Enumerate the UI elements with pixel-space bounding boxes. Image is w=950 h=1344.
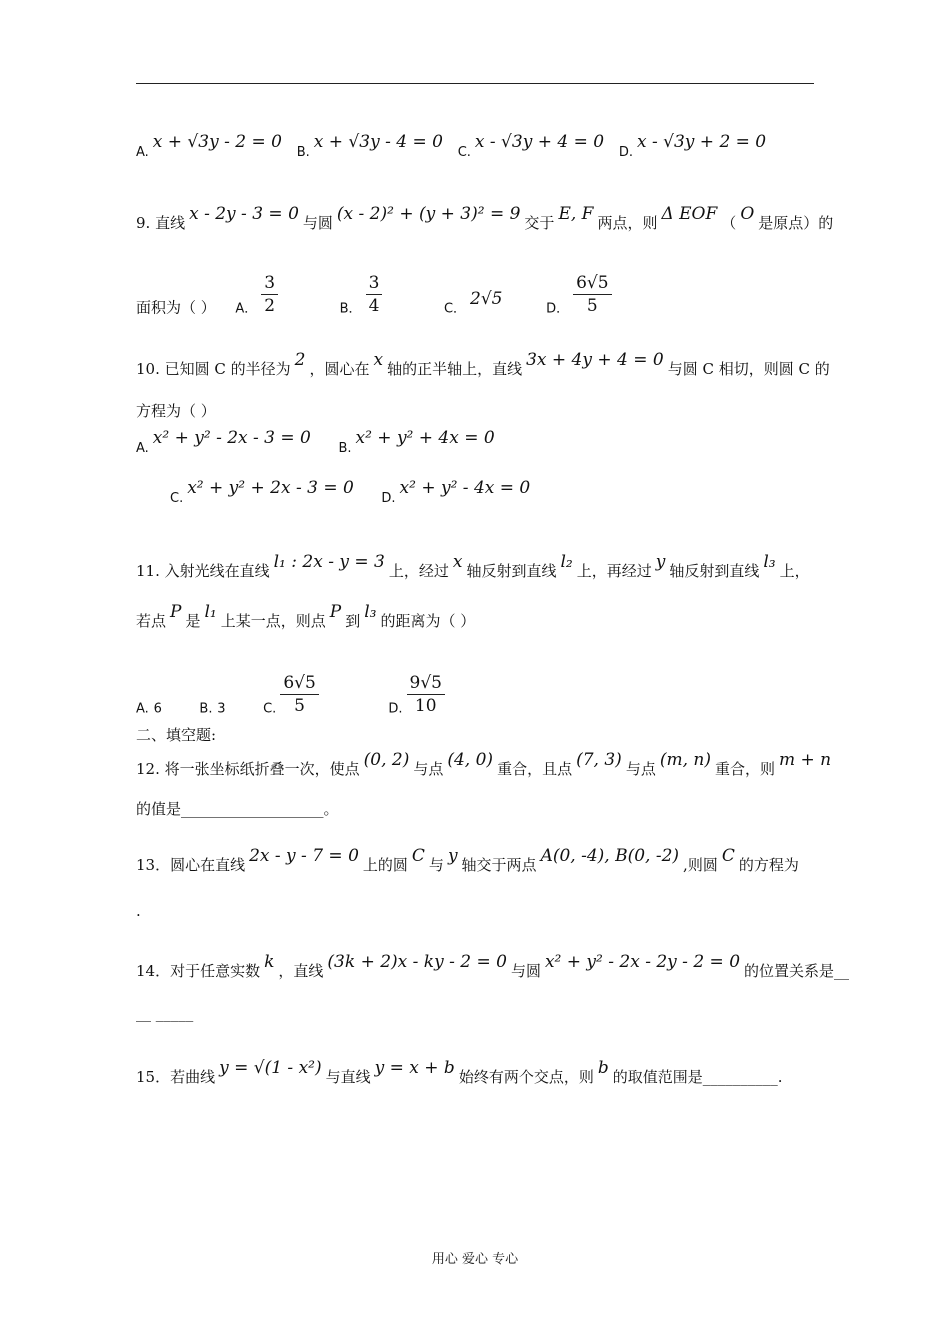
q9-option-d-num: 6√5 (573, 272, 611, 295)
q9-option-c-value: 2√5 (470, 288, 503, 309)
q11-option-c-fraction (280, 672, 318, 717)
q13-math-c2: C (721, 846, 735, 866)
page-footer: 用心 爱心 专心 (431, 1252, 519, 1267)
q12-math-point3: (7, 3) (576, 750, 622, 770)
q14-answer-line: __ _____ (136, 1004, 194, 1022)
q14-text-1: 14．对于任意实数 (136, 962, 261, 980)
q12-text-5: 重合，则 (714, 760, 775, 778)
q10-option-c-label: C. (170, 491, 184, 506)
q10-math-radius: 2 (294, 350, 306, 370)
q9-option-a-den: 2 (264, 296, 276, 316)
q12-text-4: 与点 (625, 760, 656, 778)
q8-options (136, 132, 776, 164)
q9-option-d-den: 5 (586, 296, 598, 316)
q13-text-1: 13．圆心在直线 (136, 856, 246, 874)
q9-text-3: 交于 (524, 214, 555, 232)
q13-math-points: A(0, -4), B(0, -2) (540, 846, 680, 866)
q13-math-line: 2x - y - 7 = 0 (249, 846, 359, 866)
q11-math-l1: l₁ : 2x - y = 3 (273, 552, 385, 572)
q10-text-2: ，圆心在 (309, 360, 370, 378)
q11-option-d-num: 9√5 (407, 672, 445, 695)
q9-math-line: x - 2y - 3 = 0 (189, 204, 299, 224)
q13-answer-line: . (136, 902, 141, 920)
q8-option-c-label: C. (457, 145, 471, 160)
q10-math-line: 3x + 4y + 4 = 0 (526, 350, 664, 370)
q9-text-5: （ (721, 214, 737, 232)
q8-option-d-label: D. (618, 145, 633, 160)
q11-option-d-label: D. (388, 701, 403, 717)
q11-text-3: 轴反射到直线 (466, 562, 557, 580)
q15-text-1: 15．若曲线 (136, 1068, 216, 1086)
q9-option-b-label: B． (339, 301, 362, 317)
header-rule (136, 83, 814, 84)
q10-option-a-label: A. (136, 441, 149, 456)
q10-stem (136, 350, 830, 380)
q9-prompt: 面积为（ ） (136, 298, 216, 317)
q9-text-2: 与圆 (302, 214, 333, 232)
q11-text-2: 上，经过 (388, 562, 449, 580)
q9-math-triangle: Δ EOF (661, 204, 718, 224)
q9-option-a-num: 3 (261, 272, 278, 295)
q10-text-4: 与圆 C 相切，则圆 C 的 (667, 360, 830, 378)
q10-option-d-equation: x² + y² - 4x = 0 (399, 478, 531, 498)
q10-options-ab (136, 428, 499, 460)
q10-text-1: 10. 已知圆 C 的半径为 (136, 360, 291, 378)
q12-math-point2: (4, 0) (447, 750, 494, 770)
q14-math-circle: x² + y² - 2x - 2y - 2 = 0 (544, 952, 741, 972)
q13-math-c: C (411, 846, 425, 866)
q9-option-d-label: D． (546, 301, 570, 317)
q10-options-cd (170, 478, 534, 510)
q9-option-a-label: A． (235, 301, 258, 317)
q9-math-points: E, F (558, 204, 594, 224)
q13-math-y: y (447, 846, 458, 866)
q11-l2-math-p: P (170, 602, 182, 622)
q11-stem (136, 552, 810, 582)
q8-option-a-equation: x + √3y - 2 = 0 (152, 132, 282, 152)
q10-prompt: 方程为（ ） (136, 402, 216, 420)
q9-options (136, 273, 616, 331)
q10-option-c-equation: x² + y² + 2x - 3 = 0 (187, 478, 354, 498)
q12-text-3: 重合，且点 (497, 760, 573, 778)
q11-text-4: 上，再经过 (576, 562, 652, 580)
q10-option-d-label: D. (381, 491, 396, 506)
q11-option-a-value: 6 (153, 701, 162, 717)
q9-option-d-fraction (573, 272, 611, 317)
q11-option-b-label: B. (199, 701, 213, 717)
q11-math-y: y (655, 552, 666, 572)
q11-l2-text-3: 上某一点，则点 (220, 612, 326, 630)
q11-l2-text-1: 若点 (136, 612, 167, 630)
q10-option-b-equation: x² + y² + 4x = 0 (355, 428, 495, 448)
q9-option-b-den: 4 (368, 296, 380, 316)
q8-option-d-equation: x - √3y + 2 = 0 (637, 132, 767, 152)
q11-option-a-label: A. (136, 701, 149, 717)
q13-text-5: ,则圆 (683, 856, 718, 874)
q11-option-b-value: 3 (217, 701, 226, 717)
q12-math-point1: (0, 2) (363, 750, 410, 770)
q14-text-4: 的位置关系是__ (744, 962, 850, 980)
q10-text-3: 轴的正半轴上，直线 (387, 360, 523, 378)
q13-text-6: 的方程为 (738, 856, 799, 874)
q11-l2-text-4: 到 (345, 612, 361, 630)
q8-option-a-label: A. (136, 145, 149, 160)
q13-text-3: 与 (428, 856, 444, 874)
q14-text-2: ，直线 (278, 962, 324, 980)
q9-math-origin: O (740, 204, 755, 224)
q8-option-c-equation: x - √3y + 4 = 0 (474, 132, 605, 152)
q13-text-2: 上的圆 (362, 856, 408, 874)
q11-math-l3: l₃ (763, 552, 776, 572)
q9-stem (136, 204, 834, 234)
q14-math-line: (3k + 2)x - ky - 2 = 0 (327, 952, 507, 972)
q11-l2-math-l1: l₁ (204, 602, 217, 622)
q8-option-b-equation: x + √3y - 4 = 0 (313, 132, 443, 152)
q14-text-3: 与圆 (510, 962, 541, 980)
q11-l2-text-5: 的距离为（ ） (380, 612, 476, 630)
q9-option-c-label: C． (443, 301, 467, 317)
q9-text-1: 9. 直线 (136, 214, 186, 232)
q11-math-l2: l₂ (560, 552, 573, 572)
q13-stem (136, 846, 799, 876)
q15-text-3: 始终有两个交点，则 (458, 1068, 594, 1086)
section-fill-in-title: 二、填空题: (136, 726, 217, 744)
q11-text-6: 上， (779, 562, 810, 580)
q9-math-circle: (x - 2)² + (y + 3)² = 9 (336, 204, 521, 224)
q15-text-4: 的取值范围是__________. (612, 1068, 783, 1086)
q12-math-sum: m + n (779, 750, 832, 770)
q8-option-b-label: B. (296, 145, 310, 160)
q11-option-c-label: C. (263, 701, 277, 717)
q13-text-4: 轴交于两点 (461, 856, 537, 874)
q11-stem-line2 (136, 602, 476, 632)
q9-text-6: 是原点）的 (758, 214, 834, 232)
q12-stem (136, 750, 835, 780)
q14-stem (136, 952, 850, 982)
q11-option-c-num: 6√5 (280, 672, 318, 695)
q12-math-point4: (m, n) (659, 750, 711, 770)
q15-math-line: y = x + b (374, 1058, 455, 1078)
q9-option-a-fraction (261, 272, 278, 317)
q11-option-d-fraction (407, 672, 445, 717)
q10-option-b-label: B. (338, 441, 352, 456)
q12-answer-line: 的值是___________________。 (136, 800, 339, 818)
q14-math-k: k (264, 952, 275, 972)
q11-l2-math-l3: l₃ (364, 602, 377, 622)
q10-math-x: x (373, 350, 384, 370)
q11-option-d-den: 10 (414, 696, 437, 716)
q11-option-c-den: 5 (294, 696, 305, 716)
q11-text-5: 轴反射到直线 (669, 562, 760, 580)
q15-text-2: 与直线 (325, 1068, 371, 1086)
q15-math-curve: y = √(1 - x²) (219, 1058, 322, 1078)
q9-option-b-fraction (366, 272, 383, 317)
q15-stem (136, 1058, 783, 1088)
q10-option-a-equation: x² + y² - 2x - 3 = 0 (152, 428, 311, 448)
q12-text-1: 12. 将一张坐标纸折叠一次，使点 (136, 760, 360, 778)
q11-math-x: x (452, 552, 463, 572)
q11-l2-math-p2: P (329, 602, 342, 622)
q11-text-1: 11. 入射光线在直线 (136, 562, 270, 580)
q12-text-2: 与点 (413, 760, 444, 778)
q9-text-4: 两点，则 (597, 214, 658, 232)
q15-math-b: b (597, 1058, 609, 1078)
q11-l2-text-2: 是 (185, 612, 201, 630)
q9-option-b-num: 3 (366, 272, 383, 295)
